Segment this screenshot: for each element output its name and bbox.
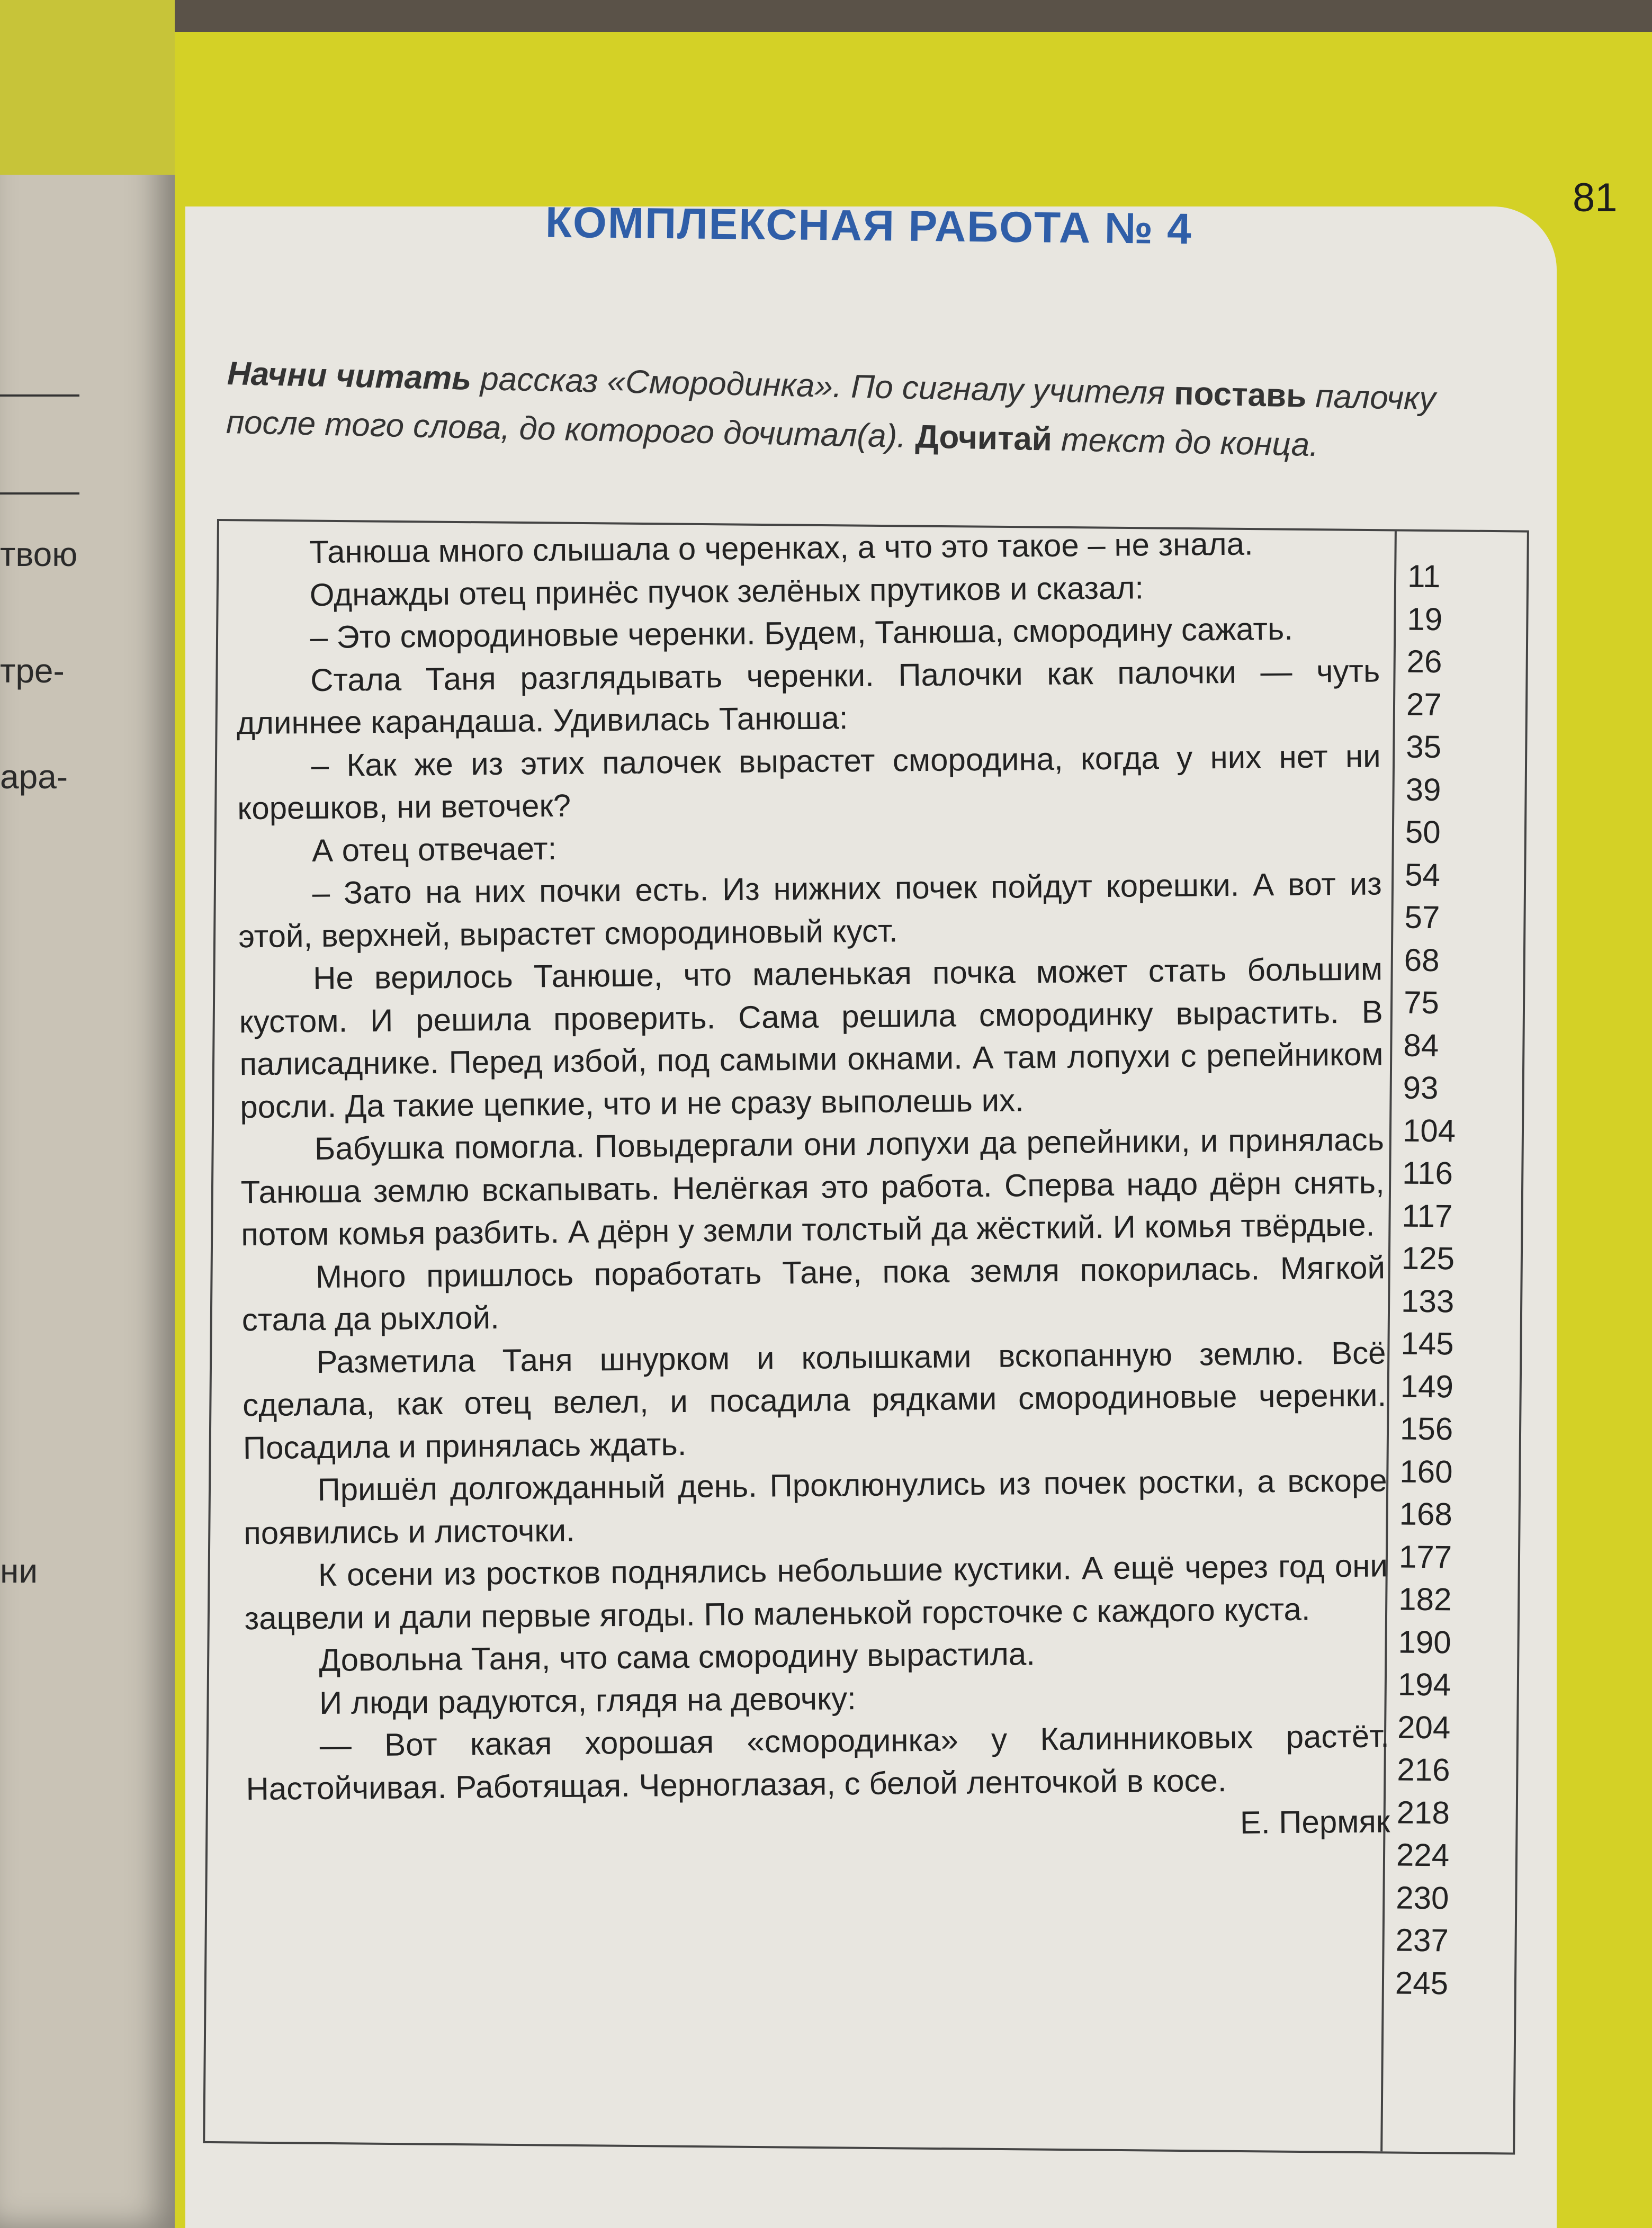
story-paragraph: Много пришлось поработать Тане, пока земля покорилась. Мягкой стала да рыхлой. (241, 1249, 1386, 1338)
word-count: 245 (1395, 1965, 1449, 2001)
story-paragraph: Однажды отец принёс пучок зелёных прутиков и сказал: (309, 569, 1144, 613)
story-paragraph: — Вот какая хорошая «смородинка» у Калинниковых растёт. Настойчивая. Работящая. Черноглазая, с белой ленточкой в косе. (246, 1718, 1390, 1807)
word-count: 168 (1399, 1496, 1453, 1532)
word-count: 182 (1398, 1581, 1452, 1618)
instruction-text: рассказ «Смородинка». По сигналу учителя (471, 360, 1174, 412)
word-count: 117 (1402, 1198, 1453, 1234)
page-number: 81 (1573, 175, 1618, 220)
word-count: 194 (1397, 1666, 1451, 1703)
word-count: 190 (1398, 1624, 1451, 1660)
word-count: 204 (1397, 1709, 1451, 1745)
story-paragraph: Бабушка помогла. Повыдергали они лопухи да репейники, и принялась Танюша землю вскапывать. Нелёгкая это работа. Сперва надо дёрн снять, потом комья разбить. А дёрн у земли толстый да жёсткий. И комья твёрдые. (240, 1121, 1385, 1253)
word-count: 177 (1398, 1539, 1452, 1575)
instruction-mark-bold: поставь (1173, 375, 1307, 415)
word-count: 224 (1396, 1837, 1450, 1873)
instruction-finish-bold: Дочитай (914, 418, 1053, 458)
left-page (0, 0, 175, 2228)
story-paragraph: И люди радуются, глядя на девочку: (319, 1680, 857, 1721)
word-count: 116 (1402, 1155, 1453, 1191)
story-paragraph: Танюша много слышала о черенках, а что это такое – не знала. (309, 526, 1253, 570)
word-count: 160 (1399, 1453, 1453, 1489)
story-paragraph: Стала Таня разглядывать черенки. Палочки как палочки — чуть длиннее карандаша. Удивилась Танюша: (236, 652, 1380, 741)
story-paragraph: – Это смородиновые черенки. Будем, Танюша, смородину сажать. (310, 610, 1294, 655)
word-count: 218 (1396, 1794, 1450, 1830)
left-text-fragment: тре- (0, 652, 65, 690)
word-count: 68 (1404, 942, 1440, 978)
story-paragraph: Пришёл долгожданный день. Проклюнулись из почек ростки, а вскоре появились и листочки. (243, 1462, 1387, 1551)
left-text-fragment: ара- (0, 758, 68, 796)
word-count: 230 (1396, 1880, 1449, 1916)
word-count: 237 (1395, 1922, 1449, 1959)
left-page-yellow-band (0, 0, 175, 175)
word-count: 75 (1403, 984, 1440, 1021)
page-title: КОМПЛЕКСНАЯ РАБОТА № 4 (545, 198, 1193, 254)
answer-line (0, 492, 79, 495)
story-frame (203, 519, 1529, 2155)
word-count: 84 (1403, 1027, 1439, 1063)
word-count: 27 (1406, 686, 1442, 722)
instruction-text: текст до конца. (1052, 421, 1319, 464)
story-paragraph: – Зато на них почки есть. Из нижних почек пойдут корешки. А вот из этой, верхней, вырастет смородиновый куст. (238, 866, 1382, 954)
left-text-fragment: твою (0, 535, 78, 573)
story-paragraph: Разметила Таня шнурком и колышками вскопанную землю. Всё сделала, как отец велел, и посадила рядками смородиновые черенки. Посадила и принялась ждать. (242, 1334, 1387, 1466)
word-count: 104 (1402, 1112, 1456, 1148)
answer-line (0, 394, 79, 397)
word-count-column (1395, 555, 1461, 2005)
instruction-text: палочку после того слова, до которого дочитал(а). (226, 378, 1436, 455)
word-count: 11 (1407, 558, 1441, 595)
word-count: 156 (1399, 1411, 1453, 1447)
right-page (175, 32, 1652, 2228)
word-count: 50 (1405, 814, 1441, 850)
word-count: 19 (1407, 601, 1443, 637)
word-count: 35 (1406, 729, 1442, 765)
word-count: 133 (1400, 1283, 1455, 1319)
word-count: 216 (1397, 1751, 1450, 1788)
story-paragraph: К осени из ростков поднялись небольшие кустики. А ещё через год они зацвели и дали первые ягоды. По маленькой горсточке с каждого куста. (244, 1548, 1388, 1636)
word-count: 54 (1404, 857, 1441, 893)
story-text (235, 522, 1390, 1853)
story-paragraph: – Как же из этих палочек вырастет смородина, когда у них нет ни корешков, ни веточек? (237, 738, 1381, 826)
word-count: 93 (1403, 1070, 1439, 1106)
word-count: 149 (1400, 1368, 1454, 1404)
word-count: 125 (1401, 1240, 1455, 1277)
left-text-fragment: ни (0, 1552, 38, 1590)
story-paragraph: Не верилось Танюше, что маленькая почка может стать большим кустом. И решила проверить. Сама решила смородинку вырастить. В палисаднике. Перед избой, под самыми окнами. А там лопухи с репейником росли. Да такие цепкие, что и не сразу выполешь их. (239, 951, 1384, 1125)
story-paragraph: Довольна Таня, что сама смородину вырастила. (319, 1636, 1036, 1678)
word-count: 26 (1406, 643, 1442, 680)
instruction-start-bold: Начни читать (227, 355, 472, 397)
story-author: Е. Пермяк (1240, 1803, 1390, 1840)
word-count: 57 (1404, 899, 1440, 936)
word-count: 39 (1405, 771, 1441, 807)
word-count: 145 (1400, 1325, 1454, 1362)
story-paragraph: А отец отвечает: (311, 830, 557, 868)
